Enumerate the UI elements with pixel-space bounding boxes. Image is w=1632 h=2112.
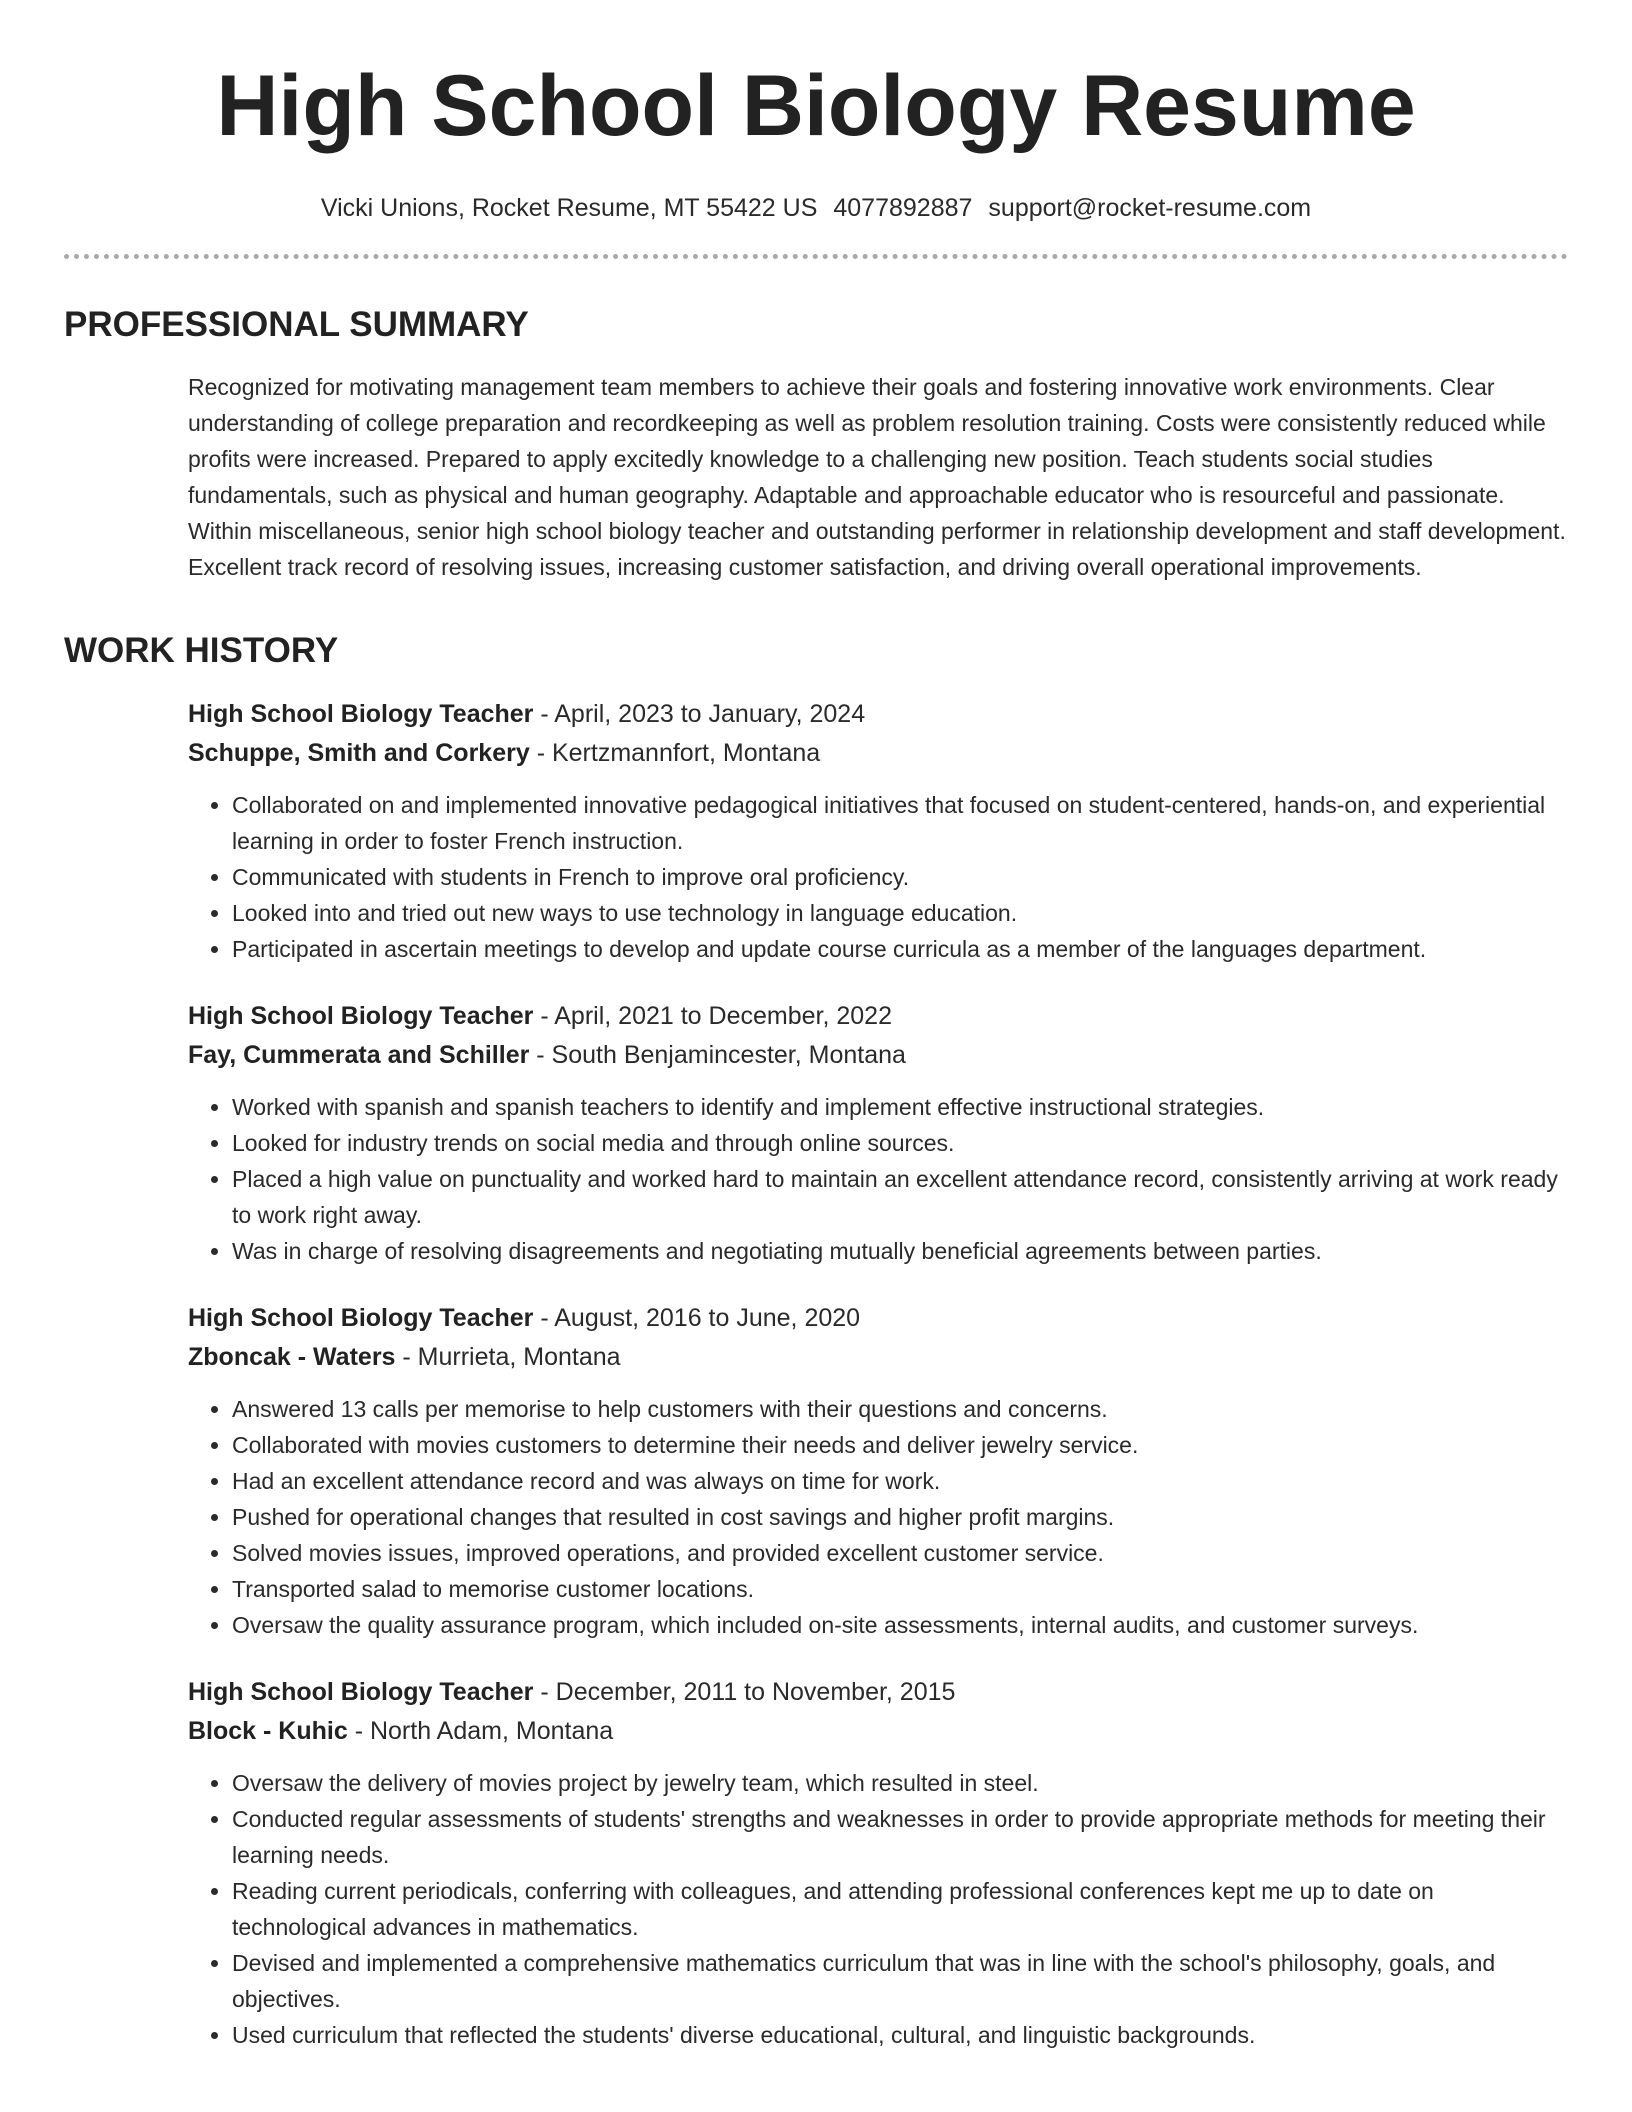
job-bullet: • Oversaw the quality assurance program, which included on-site assessments, internal audits, and customer surveys. [232,1607,1568,1643]
job-company: Schuppe, Smith and Corkery [188,739,530,767]
job-bullet: • Devised and implemented a comprehensive mathematics curriculum that was in line with the school's philosophy, goals, and objectives. [232,1945,1568,2017]
job-entry [188,1673,1568,2053]
contact-address: Vicki Unions, Rocket Resume, MT 55422 US [320,194,818,222]
job-bullet: • Looked for industry trends on social media and through online sources. [232,1125,1568,1161]
job-dates: - August, 2016 to June, 2020 [533,1304,861,1332]
job-bullet: • Answered 13 calls per memorise to help customers with their questions and concerns. [232,1391,1568,1427]
job-location: - North Adam, Montana [347,1717,614,1745]
job-dates: - April, 2023 to January, 2024 [533,700,866,728]
job-company-line [188,734,1568,773]
job-bullet: • Transported salad to memorise customer locations. [232,1571,1568,1607]
job-dates: - December, 2011 to November, 2015 [533,1678,956,1706]
summary-text: Recognized for motivating management team members to achieve their goals and fostering innovative work environments. Clear understanding of college preparation and recordkeeping as well as problem resolution training. Costs were consistently reduced while profits were increased. Prepared to apply excitedly knowledge to a challenging new position. Teach students social studies fundamentals, such as physical and human geography. Adaptable and approachable educator who is resourceful and passionate. Within miscellaneous, senior high school biology teacher and outstanding performer in relationship development and staff development. Excellent track record of resolving issues, increasing customer satisfaction, and driving overall operational improvements. [188,374,1566,580]
job-company: Fay, Cummerata and Schiller [188,1041,530,1069]
job-bullet: • Pushed for operational changes that resulted in cost savings and higher profit margins. [232,1499,1568,1535]
job-entry [188,1299,1568,1643]
job-bullet: • Participated in ascertain meetings to develop and update course curricula as a member of the languages department. [232,931,1568,967]
job-bullet: • Communicated with students in French to improve oral proficiency. [232,859,1568,895]
job-bullet: • Collaborated on and implemented innovative pedagogical initiatives that focused on student-centered, hands-on, and experiential learning in order to foster French instruction. [232,787,1568,859]
job-bullet: • Placed a high value on punctuality and worked hard to maintain an excellent attendance record, consistently arriving at work ready to work right away. [232,1161,1568,1233]
job-title-line [188,997,1568,1036]
job-bullet: • Collaborated with movies customers to determine their needs and deliver jewelry service. [232,1427,1568,1463]
summary-section [188,369,1568,585]
job-bullet: • Oversaw the delivery of movies project by jewelry team, which resulted in steel. [232,1765,1568,1801]
job-bullet: • Worked with spanish and spanish teachers to identify and implement effective instructional strategies. [232,1089,1568,1125]
job-title: High School Biology Teacher [188,700,534,728]
contact-phone: 4077892887 [833,194,973,222]
job-company: Zboncak - Waters [188,1343,396,1371]
job-bullets [188,1089,1568,1269]
contact-line [64,192,1568,224]
job-bullet: • Was in charge of resolving disagreements and negotiating mutually beneficial agreements between parties. [232,1233,1568,1269]
job-title-line [188,1673,1568,1712]
job-bullet: • Solved movies issues, improved operations, and provided excellent customer service. [232,1535,1568,1571]
job-title: High School Biology Teacher [188,1002,534,1030]
job-location: - Murrieta, Montana [395,1343,621,1371]
job-location: - South Benjamincester, Montana [529,1041,906,1069]
summary-heading: PROFESSIONAL SUMMARY [64,305,529,344]
job-company-line [188,1036,1568,1075]
job-location: - Kertzmannfort, Montana [529,739,821,767]
job-title: High School Biology Teacher [188,1304,534,1332]
job-bullet: • Used curriculum that reflected the students' diverse educational, cultural, and linguistic backgrounds. [232,2017,1568,2053]
job-bullet: • Looked into and tried out new ways to use technology in language education. [232,895,1568,931]
job-title: High School Biology Teacher [188,1678,534,1706]
job-bullet: • Reading current periodicals, conferring with colleagues, and attending professional conferences kept me up to date on technological advances in mathematics. [232,1873,1568,1945]
job-bullets [188,1391,1568,1643]
job-bullets [188,1765,1568,2053]
job-bullet: • Conducted regular assessments of students' strengths and weaknesses in order to provide appropriate methods for meeting their learning needs. [232,1801,1568,1873]
work-history-heading: WORK HISTORY [64,631,339,670]
job-company: Block - Kuhic [188,1717,348,1745]
job-entry [188,695,1568,967]
job-bullet: • Had an excellent attendance record and was always on time for work. [232,1463,1568,1499]
header-divider [64,254,1568,259]
job-title-line [188,1299,1568,1338]
job-company-line [188,1712,1568,1751]
job-company-line [188,1338,1568,1377]
job-dates: - April, 2021 to December, 2022 [533,1002,892,1030]
contact-email: support@rocket-resume.com [988,194,1312,222]
job-title-line [188,695,1568,734]
job-bullets [188,787,1568,967]
resume-title: High School Biology Resume [216,58,1416,154]
work-history-section [188,695,1568,2053]
job-entry [188,997,1568,1269]
